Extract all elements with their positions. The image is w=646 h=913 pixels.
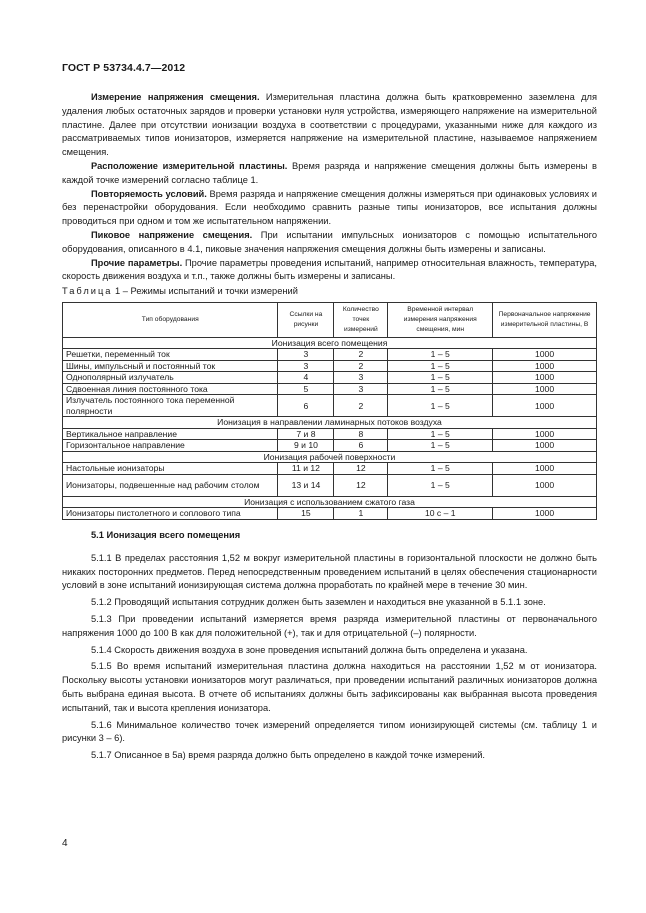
- table-row: [63, 349, 597, 361]
- cell-equipment-type: Ионизаторы пистолетного и соплового типа: [63, 508, 278, 520]
- table-caption: [62, 285, 597, 299]
- cell-initial-voltage: 1000: [493, 428, 597, 440]
- clause-paragraph: 5.1.5 Во время испытаний измерительная пластина должна находиться на расстоянии 1,52 м от ионизатора. Поскольку высоты установки ионизаторов могут различаться, при проведении испытаний различных ионизаторов должна быть выбрана единая высота. В отчете об испытаниях должны быть зафиксированы как выбранная высота проведения испытаний, так и высота крепления ионизатора.: [62, 661, 597, 713]
- section-paragraphs: [62, 552, 597, 763]
- intro-paragraph: [62, 91, 597, 160]
- cell-figure-ref: 5: [278, 383, 334, 395]
- table-row: [63, 360, 597, 372]
- table-row: [63, 383, 597, 395]
- clause-paragraph: 5.1.1 В пределах расстояния 1,52 м вокруг измерительной пластины в горизонтальной плоскости не должно быть никаких посторонних предметов. Перед непосредственным проведением испытаний в целях обеспечения стационарности условий в зоне испытаний ионизирующая система должна проработать по крайней мере в течение 30 мин.: [62, 552, 597, 591]
- paragraph-lead: Расположение измерительной пластины.: [91, 160, 288, 171]
- cell-initial-voltage: 1000: [493, 372, 597, 384]
- intro-paragraph: [62, 257, 597, 285]
- page-number: 4: [62, 838, 68, 849]
- cell-time-interval: 1 – 5: [388, 463, 493, 475]
- table-section-title: Ионизация с использованием сжатого газа: [63, 496, 597, 508]
- cell-initial-voltage: 1000: [493, 360, 597, 372]
- paragraph-lead: Прочие параметры.: [91, 257, 183, 268]
- paragraph-lead: Измерение напряжения смещения.: [91, 92, 260, 102]
- table-caption-text: 1 – Режимы испытаний и точки измерений: [112, 286, 298, 297]
- cell-initial-voltage: 1000: [493, 395, 597, 417]
- cell-time-interval: 1 – 5: [388, 474, 493, 496]
- cell-point-count: 2: [334, 395, 388, 417]
- cell-point-count: 1: [334, 508, 388, 520]
- col-header-interval: Временной интервал измерения напряжения смещения, мин: [388, 302, 493, 337]
- table-section-row: [63, 496, 597, 508]
- table-section-title: Ионизация в направлении ламинарных потоков воздуха: [63, 417, 597, 429]
- paragraph-lead: Повторяемость условий.: [91, 188, 207, 199]
- intro-paragraph: [62, 229, 597, 257]
- cell-figure-ref: 9 и 10: [278, 440, 334, 452]
- table-section-row: [63, 417, 597, 429]
- cell-equipment-type: Настольные ионизаторы: [63, 463, 278, 475]
- cell-initial-voltage: 1000: [493, 508, 597, 520]
- cell-equipment-type: Шины, импульсный и постоянный ток: [63, 360, 278, 372]
- cell-equipment-type: Горизонтальное направление: [63, 440, 278, 452]
- table-body: [63, 337, 597, 519]
- cell-figure-ref: 15: [278, 508, 334, 520]
- table-section-title: Ионизация всего помещения: [63, 337, 597, 349]
- table-section-row: [63, 337, 597, 349]
- cell-time-interval: 1 – 5: [388, 372, 493, 384]
- table-header-row: [63, 302, 597, 337]
- cell-figure-ref: 7 и 8: [278, 428, 334, 440]
- cell-initial-voltage: 1000: [493, 474, 597, 496]
- col-header-voltage: Первоначальное напряжение измерительной пластины, В: [493, 302, 597, 337]
- cell-figure-ref: 11 и 12: [278, 463, 334, 475]
- paragraph-lead: Пиковое напряжение смещения.: [91, 229, 253, 240]
- clause-paragraph: 5.1.3 При проведении испытаний измеряется время разряда измерительной пластины от первоначального напряжения 1000 до 100 В как для положительной (+), так и для отрицательной (–) полярности.: [62, 613, 597, 638]
- cell-equipment-type: Излучатель постоянного тока переменной полярности: [63, 395, 278, 417]
- paragraph-text: При испытании импульсных ионизаторов с помощью испытательного оборудования, описанного в 4.1, пиковые значения напряжения смещения должны быть измерены и записаны.: [62, 229, 597, 254]
- cell-figure-ref: 3: [278, 349, 334, 361]
- cell-time-interval: 1 – 5: [388, 349, 493, 361]
- paragraph-text: Измерительная пластина должна быть кратковременно заземлена для удаления любых остаточных зарядов и проверки установки нуля устройства, измеряющего напряжение на измерительной пластине. Далее при отсутствии ионизации воздуха в соответствии с процедурами, указанными ниже для каждого из рассматриваемых типов ионизаторов, измеряется напряжение на измерительной пластине, называемое напряжением смещения.: [62, 92, 597, 158]
- paragraph-text: Прочие параметры проведения испытаний, например относительная влажность, температура, скорость движения воздуха и т.п., также должны быть измерены и записаны.: [62, 257, 597, 282]
- intro-paragraph: [62, 188, 597, 229]
- cell-point-count: 2: [334, 360, 388, 372]
- cell-initial-voltage: 1000: [493, 440, 597, 452]
- cell-initial-voltage: 1000: [493, 463, 597, 475]
- table-caption-prefix: Таблица: [62, 286, 113, 297]
- cell-initial-voltage: 1000: [493, 383, 597, 395]
- document-body: [62, 91, 597, 763]
- cell-figure-ref: 3: [278, 360, 334, 372]
- test-modes-table: [62, 302, 597, 520]
- table-section-row: [63, 451, 597, 463]
- cell-point-count: 2: [334, 349, 388, 361]
- cell-point-count: 6: [334, 440, 388, 452]
- cell-figure-ref: 6: [278, 395, 334, 417]
- cell-point-count: 12: [334, 474, 388, 496]
- cell-equipment-type: Ионизаторы, подвешенные над рабочим столом: [63, 474, 278, 496]
- cell-point-count: 12: [334, 463, 388, 475]
- paragraph-text: Время разряда и напряжение смещения должны быть измерены в каждой точке измерений согласно таблице 1.: [62, 160, 597, 185]
- cell-point-count: 3: [334, 383, 388, 395]
- cell-equipment-type: Вертикальное направление: [63, 428, 278, 440]
- clause-paragraph: 5.1.7 Описанное в 5а) время разряда должно быть определено в каждой точке измерений.: [91, 750, 485, 761]
- table-row: [63, 395, 597, 417]
- table-row: [63, 428, 597, 440]
- cell-equipment-type: Однополярный излучатель: [63, 372, 278, 384]
- cell-time-interval: 1 – 5: [388, 383, 493, 395]
- col-header-points: Количество точек измерений: [334, 302, 388, 337]
- cell-time-interval: 1 – 5: [388, 440, 493, 452]
- table-row: [63, 440, 597, 452]
- col-header-ref: Ссылки на рисунки: [278, 302, 334, 337]
- col-header-type: Тип оборудования: [63, 302, 278, 337]
- table-row: [63, 463, 597, 475]
- table-section-title: Ионизация рабочей поверхности: [63, 451, 597, 463]
- table-row: [63, 474, 597, 496]
- intro-block: [62, 91, 597, 284]
- cell-point-count: 8: [334, 428, 388, 440]
- clause-paragraph: 5.1.6 Минимальное количество точек измерений определяется типом ионизирующей системы (см. таблицу 1 и рисунки 3 – 6).: [62, 719, 597, 744]
- cell-equipment-type: Сдвоенная линия постоянного тока: [63, 383, 278, 395]
- clause-paragraph: 5.1.4 Скорость движения воздуха в зоне проведения испытаний должна быть определена и указана.: [91, 644, 528, 655]
- cell-point-count: 3: [334, 372, 388, 384]
- cell-time-interval: 1 – 5: [388, 428, 493, 440]
- clause-paragraph: 5.1.2 Проводящий испытания сотрудник должен быть заземлен и находиться вне указанной в 5.1.1 зоне.: [91, 597, 546, 608]
- intro-paragraph: [62, 160, 597, 188]
- document-header: ГОСТ Р 53734.4.7—2012: [62, 62, 186, 74]
- cell-figure-ref: 13 и 14: [278, 474, 334, 496]
- cell-figure-ref: 4: [278, 372, 334, 384]
- table-row: [63, 372, 597, 384]
- cell-time-interval: 10 с – 1: [388, 508, 493, 520]
- paragraph-text: Время разряда и напряжение смещения должны измеряться при одинаковых условиях и без перенастройки оборудования. Если необходимо сравнить разные типы ионизаторов, все испытания должны проводиться при одном и том же испытательном напряжении.: [62, 188, 597, 227]
- table-row: [63, 508, 597, 520]
- cell-time-interval: 1 – 5: [388, 395, 493, 417]
- cell-initial-voltage: 1000: [493, 349, 597, 361]
- cell-time-interval: 1 – 5: [388, 360, 493, 372]
- cell-equipment-type: Решетки, переменный ток: [63, 349, 278, 361]
- section-heading: 5.1 Ионизация всего помещения: [91, 529, 241, 540]
